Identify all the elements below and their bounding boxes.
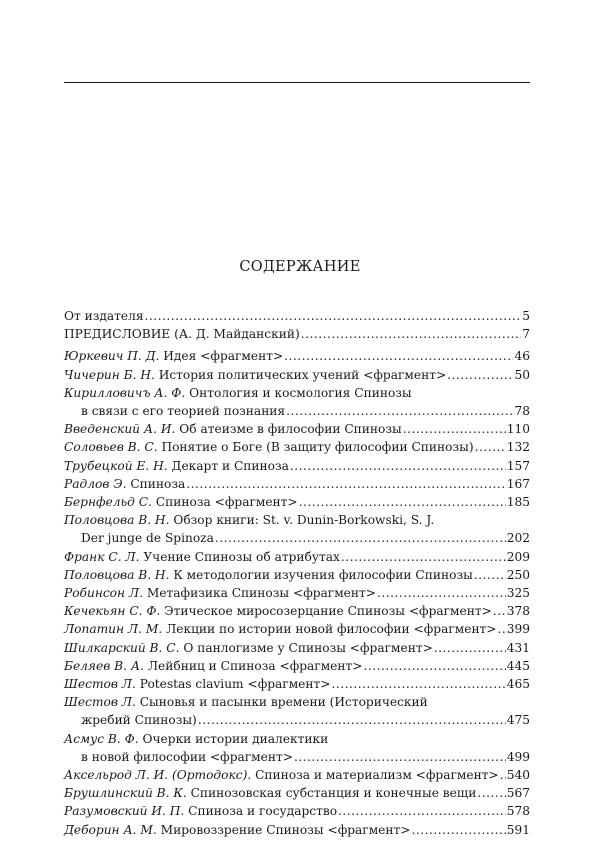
entry-author: Робинсон Л.	[64, 586, 143, 601]
toc-entry	[64, 325, 530, 343]
entry-author: Введенский А. И.	[64, 422, 176, 437]
entry-page: 399	[506, 622, 530, 637]
leader-dots	[500, 766, 506, 784]
entry-page: 157	[506, 458, 530, 473]
leader-dots	[474, 566, 506, 584]
entry-author: Трубецкой Е. Н.	[64, 458, 168, 473]
entry-page: 202	[506, 531, 530, 546]
leader-dots	[363, 657, 505, 675]
entry-page: 378	[506, 604, 530, 619]
entry-title: Учение Спинозы об атрибутах	[143, 549, 340, 564]
entry-page: 46	[514, 349, 530, 364]
entry-author: Юркевич П. Д.	[64, 349, 160, 364]
entry-author: Соловьев В. С.	[64, 440, 158, 455]
toc-entry	[64, 602, 530, 620]
entry-author: Беляев В. А.	[64, 658, 144, 673]
toc-entry	[64, 639, 530, 657]
entry-author: Аксельрод Л. И. (Ортодокс).	[64, 768, 252, 783]
toc-entry	[64, 384, 530, 420]
entry-page: 499	[506, 749, 530, 764]
entry-page: 78	[514, 404, 530, 419]
entry-title: Об атеизме в философии Спинозы	[179, 422, 402, 437]
leader-dots	[331, 675, 505, 693]
entry-title: Спиноза	[130, 476, 186, 491]
leader-dots	[145, 307, 522, 325]
toc-entry	[64, 675, 530, 693]
entry-title: ПРЕДИСЛОВИЕ (А. Д. Майданский)	[64, 327, 300, 342]
leader-dots	[477, 784, 505, 802]
entry-title: История политических учений <фрагмент>	[158, 367, 447, 382]
entry-title: Сыновья и пасынки времени (Исторический	[139, 695, 428, 710]
toc-entry	[64, 730, 530, 766]
entry-page: 185	[506, 495, 530, 510]
entry-title: Спиноза и государство	[188, 804, 338, 819]
entry-author: Деборин А. М.	[64, 822, 157, 837]
entry-author: Радлов Э.	[64, 476, 127, 491]
leader-dots	[498, 620, 506, 638]
toc-entry	[64, 548, 530, 566]
entry-title: Онтология и космология Спинозы	[189, 385, 412, 400]
header-rule	[64, 82, 530, 83]
leader-dots	[186, 475, 505, 493]
toc-entry	[64, 802, 530, 820]
leader-dots	[338, 802, 506, 820]
toc-entry	[64, 511, 530, 547]
page-title: СОДЕРЖАНИЕ	[239, 259, 361, 275]
entry-author: Шестов Л.	[64, 677, 136, 692]
entry-author: Асмус В. Ф.	[64, 731, 139, 746]
leader-dots	[286, 402, 513, 420]
entry-title: Понятие о Боге (В защиту философии Спинозы)	[161, 440, 474, 455]
leader-dots	[475, 438, 506, 456]
toc-entry	[64, 766, 530, 784]
entry-page: 5	[522, 309, 530, 323]
entry-title: Метафизика Спинозы <фрагмент>	[146, 586, 376, 601]
leader-dots	[493, 602, 506, 620]
entry-page: 431	[506, 640, 530, 655]
entry-author: Брушлинский В. К.	[64, 786, 187, 801]
entry-author: Бернфельд С.	[64, 495, 152, 510]
leader-dots	[403, 420, 506, 438]
entry-title: Идея <фрагмент>	[163, 349, 284, 364]
entry-author: Кечекьян С. Ф.	[64, 604, 161, 619]
entry-title: Обзор книги: St. v. Dunin-Borkowski, S. J.	[173, 513, 435, 528]
toc-entry	[64, 620, 530, 638]
entry-title: Лекции по истории новой философии <фрагмент>	[166, 622, 497, 637]
toc-entry	[64, 566, 530, 584]
table-of-contents	[64, 307, 530, 839]
entry-author: Кирилловичъ А. Ф.	[64, 385, 186, 400]
entry-title: Спиноза <фрагмент>	[155, 495, 298, 510]
toc-entry	[64, 475, 530, 493]
entry-title: Potestas clavium <фрагмент>	[139, 677, 331, 692]
entry-author: Разумовский И. П.	[64, 804, 185, 819]
leader-dots	[411, 821, 505, 839]
entry-title: Декарт и Спиноза	[171, 458, 289, 473]
entry-author: Франк С. Л.	[64, 549, 140, 564]
entry-title-continued: в новой философии <фрагмент>	[81, 749, 293, 764]
entry-title: О панлогизме у Спинозы <фрагмент>	[183, 640, 433, 655]
toc-entry	[64, 307, 530, 325]
entry-title-continued: в связи с его теорией познания	[81, 404, 286, 419]
entry-page: 110	[506, 422, 530, 437]
entry-title: Спинозовская субстанция и конечные вещи	[190, 786, 477, 801]
entry-page: 167	[506, 476, 530, 491]
leader-dots	[341, 548, 506, 566]
entry-page: 50	[514, 367, 530, 382]
entry-page: 445	[506, 658, 530, 673]
toc-entry	[64, 821, 530, 839]
leader-dots	[198, 711, 506, 729]
entry-author: Лопатин Л. М.	[64, 622, 163, 637]
entry-author: Чичерин Б. Н.	[64, 367, 155, 382]
toc-entry	[64, 657, 530, 675]
entry-page: 325	[506, 586, 530, 601]
toc-entry	[64, 584, 530, 602]
toc-entry	[64, 347, 530, 365]
leader-dots	[299, 493, 506, 511]
leader-dots	[294, 748, 506, 766]
toc-entry	[64, 784, 530, 802]
entry-title: Лейбниц и Спиноза <фрагмент>	[147, 658, 363, 673]
entry-title: Спиноза и материализм <фрагмент>	[255, 768, 499, 783]
entry-title: Этическое миросозерцание Спинозы <фрагмент>	[164, 604, 492, 619]
toc-entry	[64, 420, 530, 438]
toc-entry	[64, 366, 530, 384]
entry-title: От издателя	[64, 309, 144, 323]
entry-page: 465	[506, 677, 530, 692]
leader-dots	[290, 457, 506, 475]
toc-entry	[64, 457, 530, 475]
entry-page: 132	[506, 440, 530, 455]
leader-dots	[377, 584, 506, 602]
entry-title: К методологии изучения философии Спинозы	[173, 567, 473, 582]
entry-page: 578	[506, 804, 530, 819]
entry-author: Шестов Л.	[64, 695, 136, 710]
entry-page: 567	[506, 786, 530, 801]
entry-title: Очерки истории диалектики	[142, 731, 329, 746]
entry-page: 540	[506, 768, 530, 783]
toc-entry	[64, 493, 530, 511]
leader-dots	[284, 347, 513, 365]
entry-page: 7	[522, 327, 530, 342]
leader-dots	[447, 366, 513, 384]
entry-title-continued: жребий Спинозы)	[81, 713, 197, 728]
entry-page: 591	[506, 822, 530, 837]
toc-entry	[64, 438, 530, 456]
entry-title: Мировоззрение Спинозы <фрагмент>	[160, 822, 411, 837]
entry-author: Половцова В. Н.	[64, 567, 170, 582]
entry-page: 209	[506, 549, 530, 564]
entry-author: Шилкарский В. С.	[64, 640, 180, 655]
entry-title-continued: Der junge de Spinoza	[81, 531, 214, 546]
entry-author: Половцова В. Н.	[64, 513, 170, 528]
entry-page: 250	[506, 567, 530, 582]
leader-dots	[301, 325, 522, 343]
entry-page: 475	[506, 713, 530, 728]
leader-dots	[434, 639, 506, 657]
leader-dots	[215, 529, 506, 547]
toc-entry	[64, 693, 530, 729]
